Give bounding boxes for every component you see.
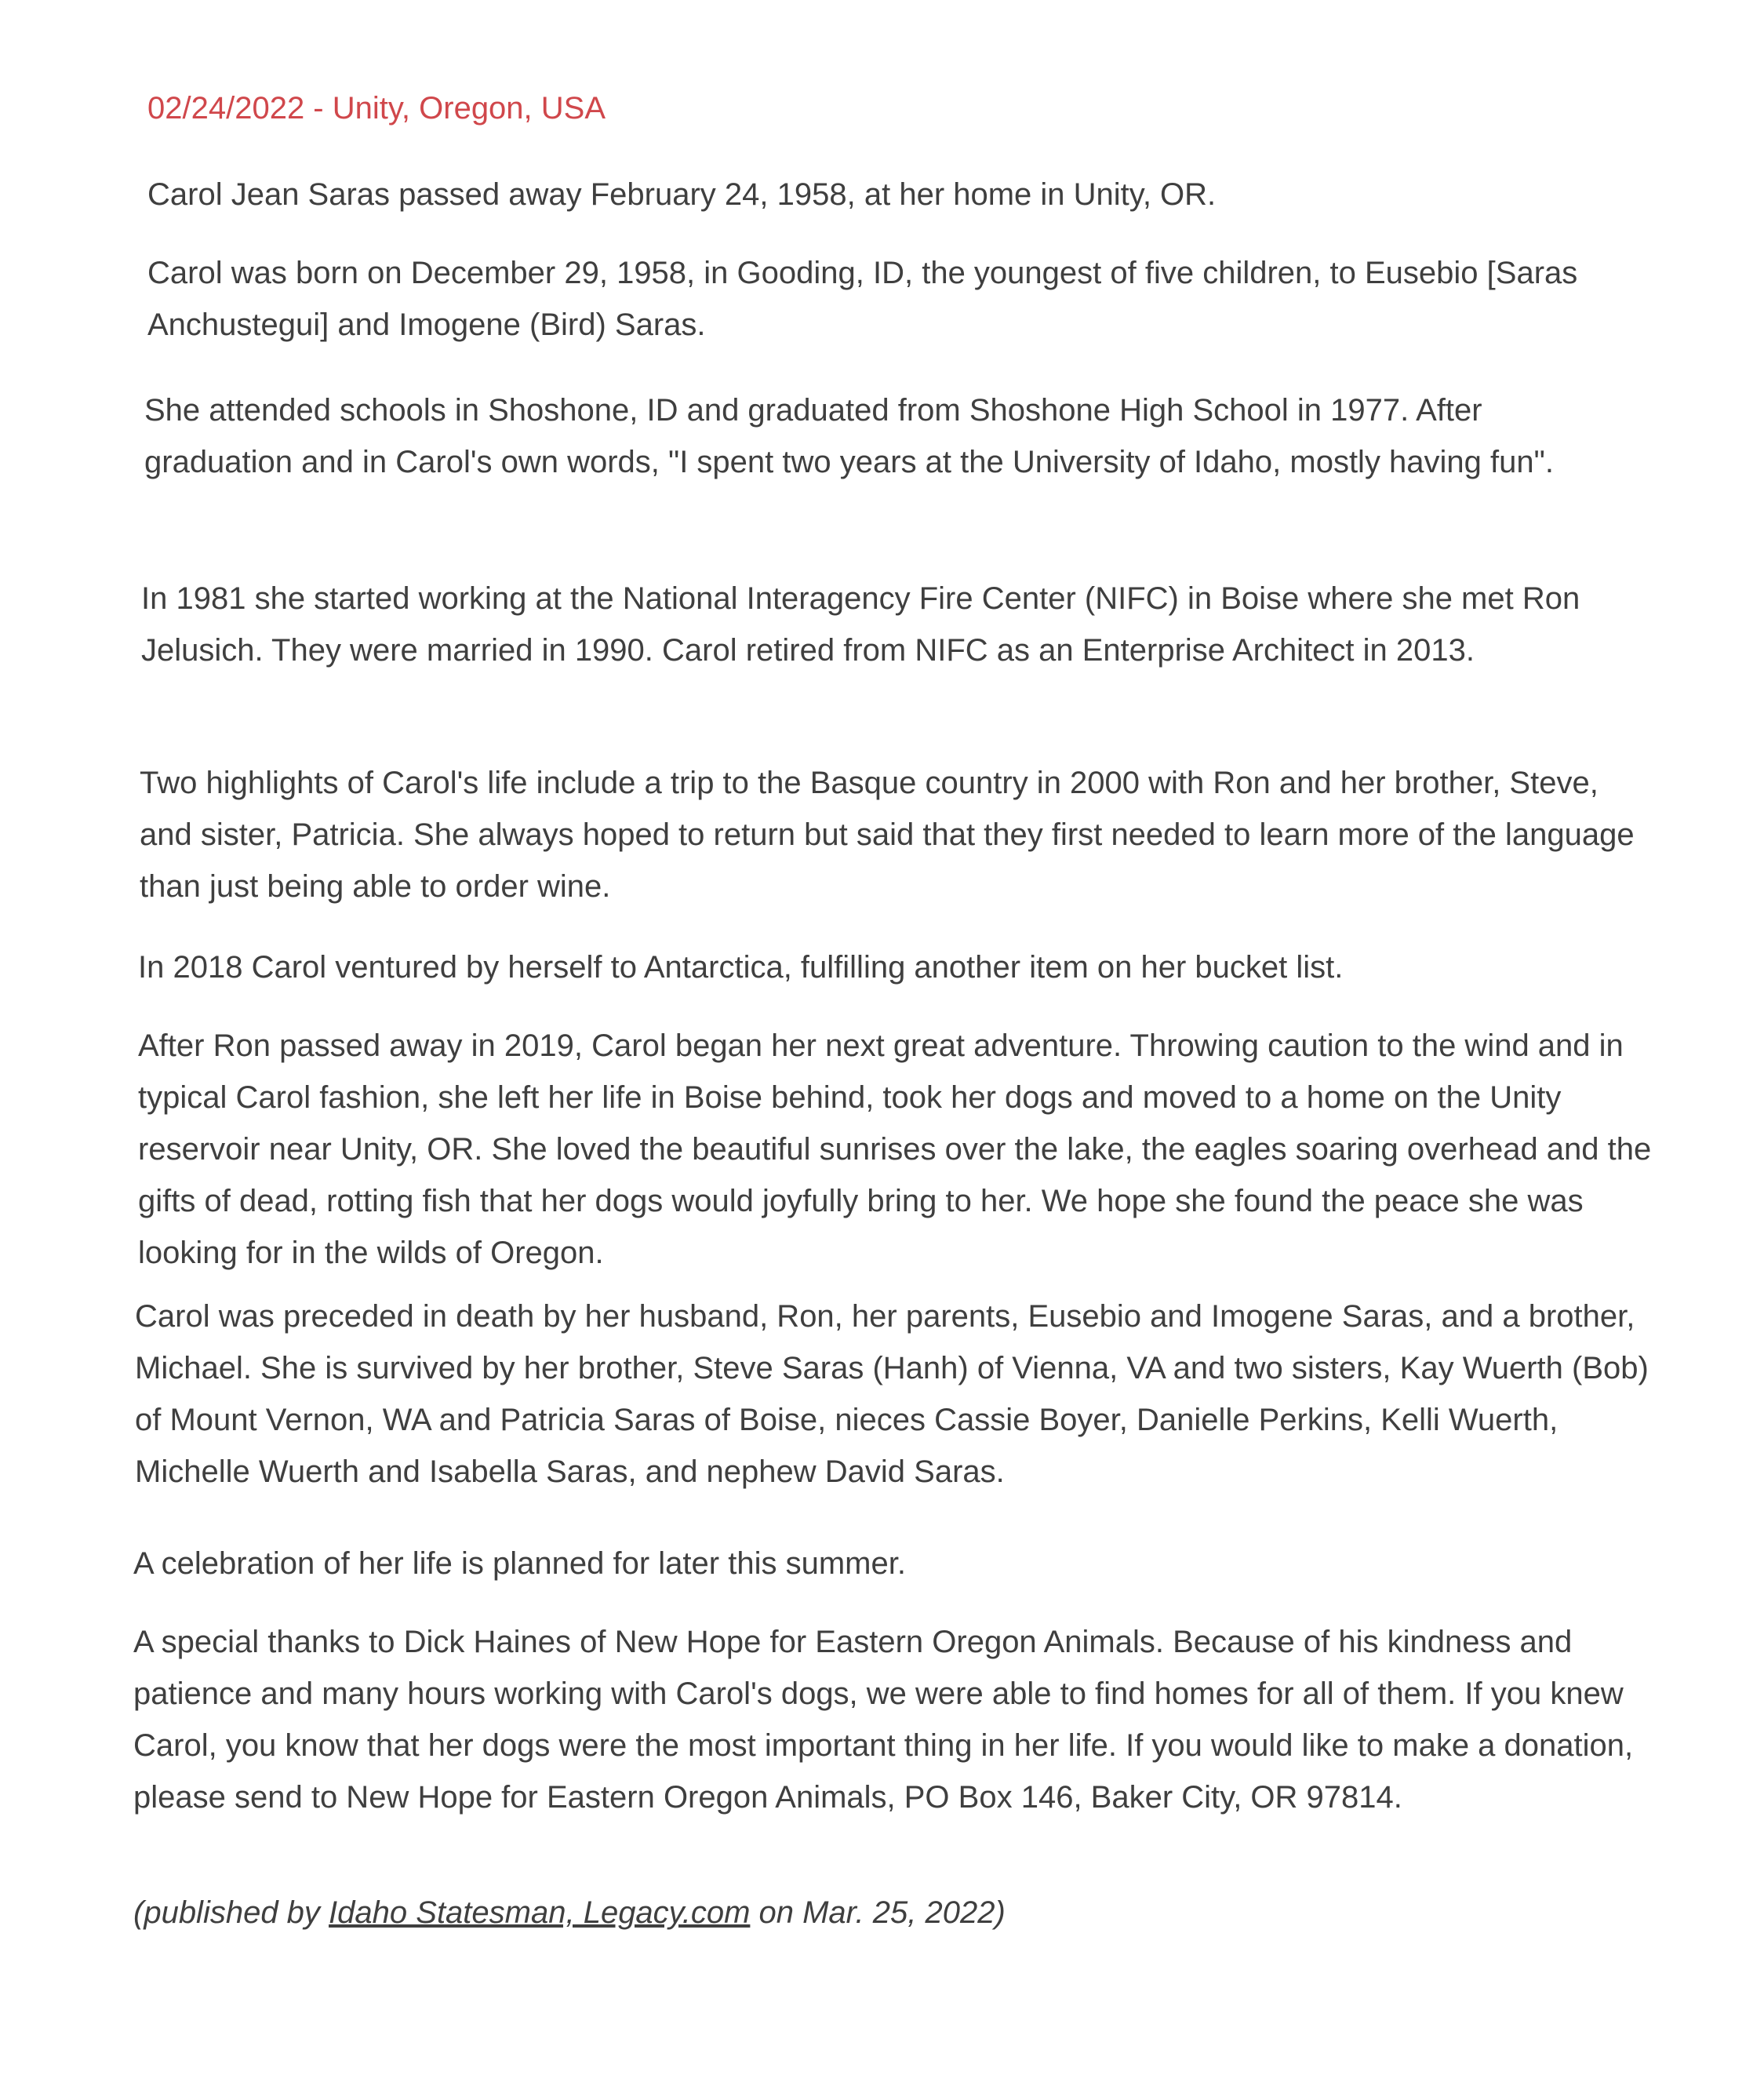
paragraph-birth: Carol was born on December 29, 1958, in Gooding, ID, the youngest of five children, to Eusebio [Saras Anchustegui] and Imogene (Bird) Saras. [147,256,1578,342]
credit-suffix: on Mar. 25, 2022) [750,1895,1006,1930]
credit-source-link[interactable]: Idaho Statesman, Legacy.com [329,1895,751,1930]
credit-prefix: (published by [133,1895,329,1930]
paragraph-career: In 1981 she started working at the National Interagency Fire Center (NIFC) in Boise where she met Ron Jelusich. They were married in 1990. Carol retired from NIFC as an Enterprise Architect in 2013. [141,581,1580,668]
paragraph-education: She attended schools in Shoshone, ID and graduated from Shoshone High School in 1977. After graduation and in Carol's own words, "I spent two years at the University of Idaho, mostly having fun". [144,393,1554,479]
paragraph-family: Carol was preceded in death by her husband, Ron, her parents, Eusebio and Imogene Saras, and a brother, Michael. She is survived by her brother, Steve Saras (Hanh) of Vienna, VA and two sisters, Kay Wuerth (Bob) of Mount Vernon, WA and Patricia Saras of Boise, nieces Cassie Boyer, Danielle Perkins, Kelli Wuerth, Michelle Wuerth and Isabella Saras, and nephew David Saras. [135,1299,1649,1489]
paragraph-highlights: Two highlights of Carol's life include a trip to the Basque country in 2000 with Ron and her brother, Steve, and sister, Patricia. She always hoped to return but said that they first needed to learn more of the language than just being able to order wine. [140,766,1635,904]
paragraph-thanks: A special thanks to Dick Haines of New Hope for Eastern Oregon Animals. Because of his kindness and patience and many hours working with Carol's dogs, we were able to find homes for all of them. If you knew Carol, you know that her dogs were the most important thing in her life. If you would like to make a donation, please send to New Hope for Eastern Oregon Animals, PO Box 146, Baker City, OR 97814. [133,1625,1634,1815]
paragraph-death-notice: Carol Jean Saras passed away February 24, 1958, at her home in Unity, OR. [147,177,1217,212]
paragraph-adventure: After Ron passed away in 2019, Carol began her next great adventure. Throwing caution to the wind and in typical Carol fashion, she left her life in Boise behind, took her dogs and moved to a home on the Unity reservoir near Unity, OR. She loved the beautiful sunrises over the lake, the eagles soaring overhead and the gifts of dead, rotting fish that her dogs would joyfully bring to her. We hope she found the peace she was looking for in the wilds of Oregon. [138,1028,1652,1270]
paragraph-celebration: A celebration of her life is planned for later this summer. [133,1546,906,1581]
obituary-document [133,78,1671,2040]
dateline: 02/24/2022 - Unity, Oregon, USA [147,91,606,126]
publication-credit [133,1887,1006,1939]
paragraph-antarctica: In 2018 Carol ventured by herself to Antarctica, fulfilling another item on her bucket list. [138,950,1344,985]
